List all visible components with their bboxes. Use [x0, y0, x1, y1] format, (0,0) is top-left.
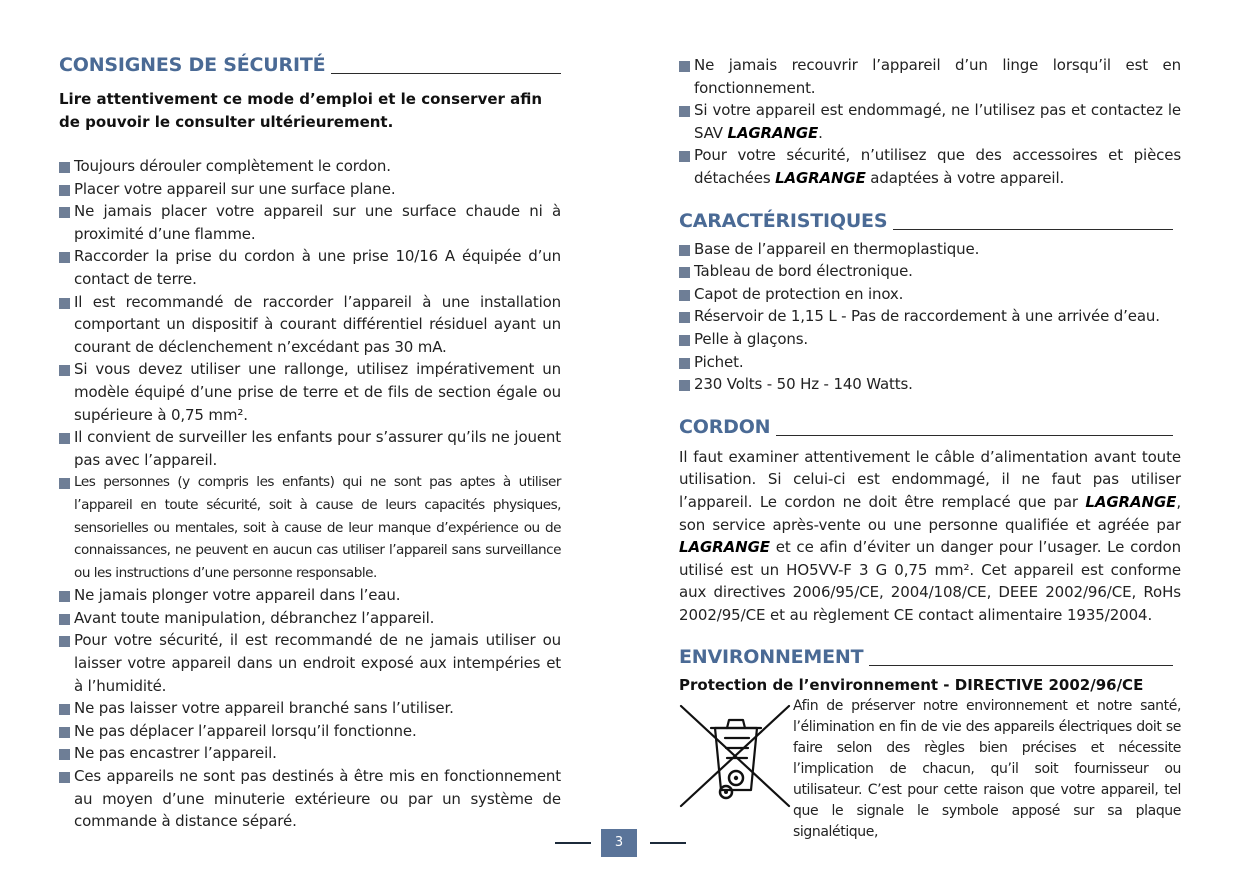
brand-name: LAGRANGE: [679, 538, 770, 557]
list-item: 230 Volts - 50 Hz - 140 Watts.: [679, 373, 1181, 396]
list-item: Ne pas encastrer l’appareil.: [59, 742, 561, 765]
list-item: Tableau de bord électronique.: [679, 260, 1181, 283]
title-rule: [893, 228, 1173, 230]
list-item: Capot de protection en inox.: [679, 283, 1181, 306]
left-column: [59, 54, 561, 833]
environment-section-title: ENVIRONNEMENT: [679, 646, 1181, 668]
title-rule: [869, 664, 1173, 666]
safety-list: [59, 155, 561, 833]
brand-name: LAGRANGE: [775, 168, 866, 187]
environment-subtitle: Protection de l’environnement - DIRECTIVE 2002/96/CE: [679, 676, 1144, 695]
list-item: Pour votre sécurité, il est recommandé de ne jamais utiliser ou laisser votre appareil dans un endroit exposé aux intempéries et à l’humidité.: [59, 629, 561, 697]
list-item: Ne jamais placer votre appareil sur une surface chaude ni à proximité d’une flamme.: [59, 200, 561, 245]
list-item: Pelle à glaçons.: [679, 328, 1181, 351]
list-item: Pichet.: [679, 351, 1181, 374]
footer-rule-left: [555, 842, 591, 844]
environment-block: [679, 696, 1181, 843]
list-item: Si vous devez utiliser une rallonge, utilisez impérativement un modèle équipé d’une prise de terre et de fils de section égale ou supérieure à 0,75 mm².: [59, 358, 561, 426]
cord-paragraph: Il faut examiner attentivement le câble d’alimentation avant toute utilisation. Si celui-ci est endommagé, il ne faut pas utiliser l’appareil. Le cordon ne doit être remplacé que par LAGRANGE, son service après-vente ou une personne qualifiée et agréée par LAGRANGE et ce afin d’éviter un danger pour l’usager. Le cordon utilisé est un HO5VV-F 3 G 0,75 mm². Cet appareil est conforme aux directives 2006/95/CE, 2004/108/CE, DEEE 2002/96/CE, RoHs 2002/95/CE et au règlement CE contact alimentaire 1935/2004.: [679, 447, 1181, 624]
brand-name: LAGRANGE: [727, 123, 819, 142]
list-item: Ne pas déplacer l’appareil lorsqu’il fonctionne.: [59, 720, 561, 743]
footer-rule-right: [650, 842, 686, 844]
title-rule: [331, 72, 561, 74]
list-item: Si votre appareil est endommagé, ne l’utilisez pas et contactez le SAV LAGRANGE.: [679, 99, 1181, 144]
environment-text: Afin de préserver notre environnement et notre santé, l’élimination en fin de vie des appareils électriques doit se faire selon des règles bien précises et nécessite l’implication de chacun, qu’il soit fournisseur ou utilisateur. C’est pour cette raison que votre appareil, tel que le signale le symbole apposé sur sa plaque signalétique,: [793, 698, 1181, 841]
list-item: Ne jamais plonger votre appareil dans l’eau.: [59, 584, 561, 607]
list-item: Placer votre appareil sur une surface plane.: [59, 178, 561, 201]
crossed-bin-icon: [679, 702, 793, 810]
list-item: Les personnes (y compris les enfants) qui ne sont pas aptes à utiliser l’appareil en toute sécurité, soit à cause de leurs capacités physiques, sensorielles ou mentales, soit à cause de leur manque d’expérience ou de connaissances, ne peuvent en aucun cas utiliser l’appareil sans surveillance ou les instructions d’une personne responsable.: [59, 471, 561, 584]
list-item: Avant toute manipulation, débranchez l’appareil.: [59, 607, 561, 630]
list-item: Base de l’appareil en thermoplastique.: [679, 238, 1181, 261]
safety-list-continued: [679, 54, 1181, 190]
list-item: Pour votre sécurité, n’utilisez que des accessoires et pièces détachées LAGRANGE adaptées à votre appareil.: [679, 144, 1181, 189]
list-item: Ces appareils ne sont pas destinés à être mis en fonctionnement au moyen d’une minuterie extérieure ou par un système de commande à distance séparé.: [59, 765, 561, 833]
list-item: Raccorder la prise du cordon à une prise 10/16 A équipée d’un contact de terre.: [59, 245, 561, 290]
safety-intro: Lire attentivement ce mode d’emploi et le conserver afin de pouvoir le consulter ultérieurement.: [59, 90, 543, 131]
list-item: Ne jamais recouvrir l’appareil d’un linge lorsqu’il est en fonctionnement.: [679, 54, 1181, 99]
characteristics-section-title: CARACTÉRISTIQUES: [679, 210, 1181, 232]
brand-name: LAGRANGE: [1085, 492, 1177, 511]
list-item: Réservoir de 1,15 L - Pas de raccordement à une arrivée d’eau.: [679, 305, 1181, 328]
page-number: 3: [601, 829, 637, 857]
title-rule: [776, 434, 1173, 436]
cord-section-title: CORDON: [679, 416, 1181, 438]
page-footer: [0, 829, 1241, 857]
list-item: Il est recommandé de raccorder l’appareil à une installation comportant un dispositif à courant différentiel résiduel ayant un courant de déclenchement n’excédant pas 30 mA.: [59, 291, 561, 359]
list-item: Toujours dérouler complètement le cordon.: [59, 155, 561, 178]
right-column: [679, 54, 1181, 843]
characteristics-list: [679, 238, 1181, 396]
list-item: Ne pas laisser votre appareil branché sans l’utiliser.: [59, 697, 561, 720]
list-item: Il convient de surveiller les enfants pour s’assurer qu’ils ne jouent pas avec l’appareil.: [59, 426, 561, 471]
safety-section-title: CONSIGNES DE SÉCURITÉ: [59, 54, 561, 76]
